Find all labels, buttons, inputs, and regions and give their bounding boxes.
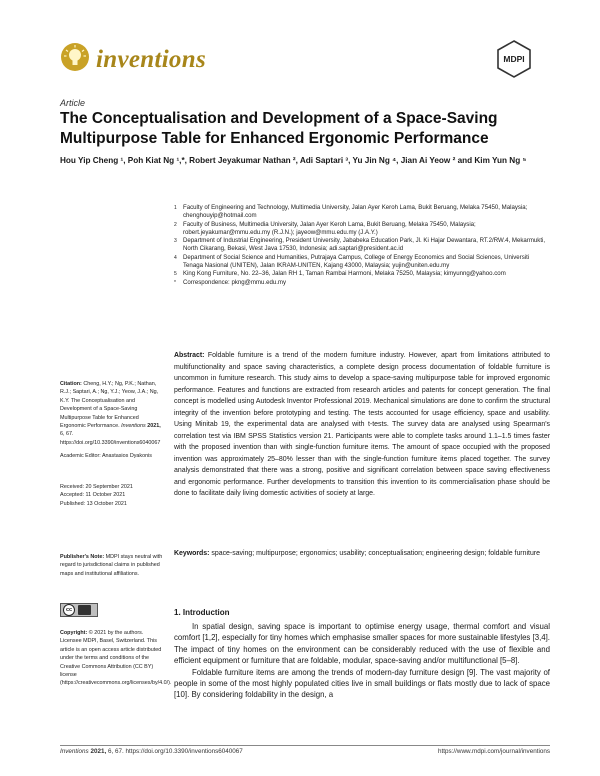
keywords-label: Keywords: xyxy=(174,550,210,557)
keywords xyxy=(174,548,550,560)
mdpi-logo-text: MDPI xyxy=(503,54,525,64)
publisher-note: Publisher's Note: MDPI stays neutral with regard to jurisdictional claims in published maps and institutional affiliations. xyxy=(60,554,163,577)
affiliation-item: 1 Faculty of Engineering and Technology, Multimedia University, Jalan Ayer Keroh Lama, Bukit Beruang, Melaka 75450, Malaysia; chenghouyip@hotmail.com xyxy=(174,204,528,220)
citation-block: Citation: Cheng, H.Y.; Ng, P.K.; Nathan, R.J.; Saptari, A.; Ng, Y.J.; Yeow, J.A.; Ng, K.Y. The Conceptualisation and Development of a Space-Saving Multipurpose Table for Enhanced Ergonomic Performance. Inventions 2021, 6, 67. https://doi.org/10.3390/inventions6040067 xyxy=(60,381,161,446)
affiliation-item: 4 Department of Social Science and Humanities, Putrajaya Campus, College of Energy Economics and Social Sciences, Universiti Tenaga Nasional (UNITEN), Jalan IKRAM-UNITEN, Kajang 43000, Malaysia; yujin@uniten.edu.my xyxy=(174,253,530,270)
affiliations xyxy=(174,204,550,287)
footer-citation: Inventions 2021, 6, 67. https://doi.org/10.3390/inventions6040067 xyxy=(60,748,243,755)
affiliation-item: 5 King Kong Furniture, No. 22–36, Jalan RH 1, Taman Rambai Harmoni, Melaka 75250, Malaysia; kimyunng@yahoo.com xyxy=(174,270,506,278)
author-list: Hou Yip Cheng ¹, Poh Kiat Ng ¹,*, Robert Jeyakumar Nathan ², Adi Saptari ³, Yu Jin Ng ⁴, Jian Ai Yeow ² and Kim Yun Ng ⁵ xyxy=(60,156,527,165)
copyright-notice: Copyright: © 2021 by the authors. Licensee MDPI, Basel, Switzerland. This article is an open access article distributed under the terms and conditions of the Creative Commons Attribution (CC BY) license (https://creativecommons.org/licenses/by/4.0/). xyxy=(60,630,172,687)
accepted-date: Accepted: 11 October 2021 xyxy=(60,492,126,499)
cc-by-license-badge[interactable] xyxy=(60,603,98,617)
section-heading: 1. Introduction xyxy=(174,608,230,617)
correspondence: * Correspondence: pkng@mmu.edu.my xyxy=(174,278,287,286)
article-type: Article xyxy=(60,98,86,108)
paper-title: The Conceptualisation and Development of a Space-Saving Multipurpose Table for Enhanced Ergonomic Performance xyxy=(60,110,498,147)
abstract-text: Foldable furniture is a trend of the modern furniture industry. However, apart from limitations attributed to multifunctionality and space saving characteristics, a complete design process documentation of foldable furniture is uncommon in furniture research. This study aims to develop a space-saving multipurpose table for improved ergonomic performance. Features and functions are extracted from research articles and patents for concept generation. The final concept is modelled using Autodesk Inventor Professional 2019. Mechanical simulations are done to confirm the structural integrity of the invention before prototyping and testing. The tests accounted for usage efficiency, space and usability. Using Minitab 19, the experimental data are analysed with t-tests. The survey data are analysed using Spearman's correlation test via IBM SPSS Statistics version 21. Participants were able to complete tasks around 1.1–1.5 times faster with the proposed invention than with single-function furniture items. The amount of space occupied with the proposed invention was approximately 25–80% lesser than with the single-function furniture items placed together. The survey analysis demonstrated that there was a strong, positive and significant correlation between space saving effectiveness and ergonomic performance. Further developments to transition this invention to its commercialisation phase should be done to facilitate daily living domestic activities of society at large. xyxy=(174,352,551,497)
dates xyxy=(60,483,164,508)
journal-name: inventions xyxy=(96,46,206,73)
footer-divider xyxy=(60,745,550,746)
published-date: Published: 13 October 2021 xyxy=(60,500,127,507)
journal-url-link[interactable]: https://www.mdpi.com/journal/inventions xyxy=(438,748,550,755)
academic-editor: Academic Editor: Anastasios Dyakonis xyxy=(60,453,152,459)
abstract-label: Abstract: xyxy=(174,352,205,359)
creative-commons-icon: cc xyxy=(63,604,75,616)
received-date: Received: 20 September 2021 xyxy=(60,484,133,490)
affiliation-item: 3 Department of Industrial Engineering, President University, Jababeka Education Park, Jl. Ki Hajar Dewantara, RT.2/RW.4, Mekarmukti, North Cikarang, Bekasi, West Java 17530, Indonesia; adi.saptari@president.ac.id xyxy=(174,237,546,253)
introduction-body xyxy=(174,621,550,701)
keywords-text: space-saving; multipurpose; ergonomics; usability; conceptualisation; engineering design; foldable furniture xyxy=(211,550,540,557)
abstract xyxy=(174,350,550,500)
paragraph: In spatial design, saving space is important to optimise energy usage, thermal comfort and visual comfort [1,2], especially for tiny homes which emphasise smaller spaces for more sustainable lifestyles [3,4]. The impact of tiny homes on the environment can be considerably reduced with the use of flexible and efficient equipment or furniture that are foldable, modular, space-saving and/or multifunctional [5–8]. xyxy=(174,622,550,666)
paragraph: Foldable furniture items are among the trends of modern-day furniture design [9]. The vast majority of people in some of the most highly populated cities live in small buildings or flats mostly due to lack of space [10]. By considering foldability in the design, a xyxy=(174,667,550,700)
affiliation-item: 2 Faculty of Business, Multimedia University, Jalan Ayer Keroh Lama, Bukit Beruang, Melaka 75450, Malaysia; robert.jeyakumar@mmu.edu.my (R.J.N.); jayeow@mmu.edu.my (J.A.Y.) xyxy=(174,220,476,236)
by-attribution-icon xyxy=(78,605,91,615)
mdpi-logo-icon xyxy=(496,40,532,78)
inventions-lightbulb-logo-icon xyxy=(60,42,90,72)
